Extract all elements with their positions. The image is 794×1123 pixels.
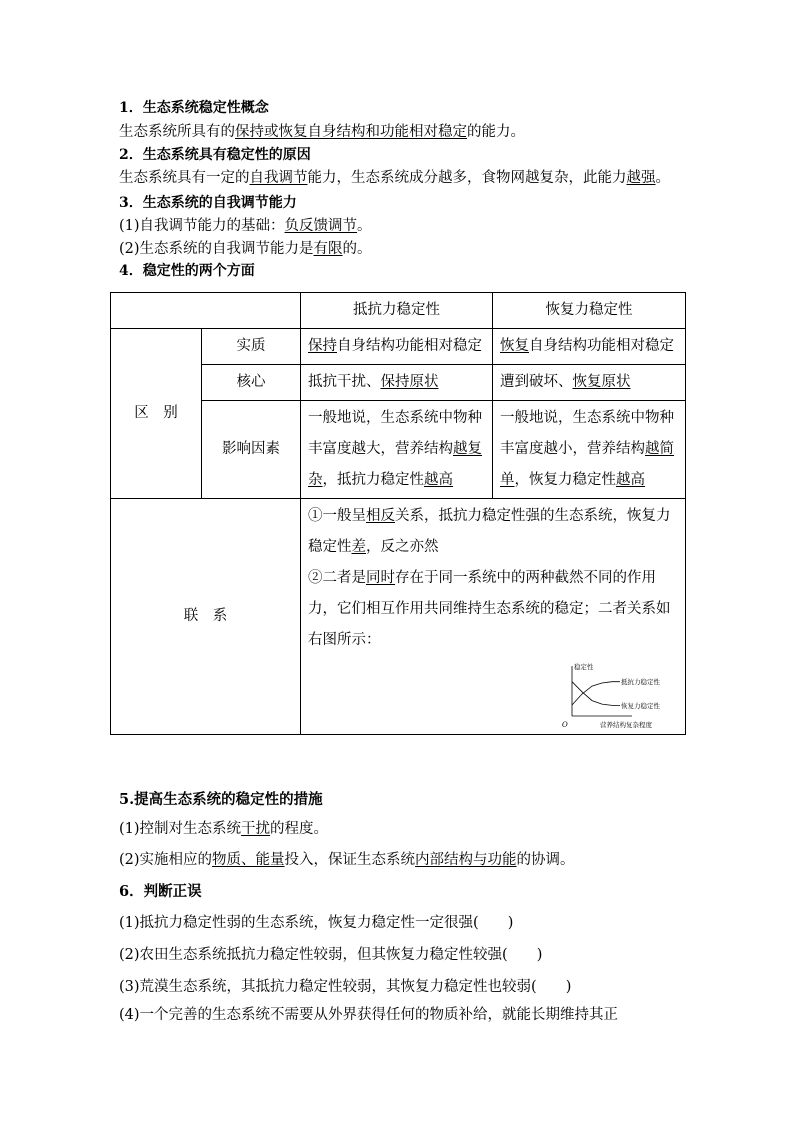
underlined-answer: 越高 bbox=[616, 472, 645, 488]
section-2-text bbox=[119, 167, 684, 189]
section-5-item-2 bbox=[119, 848, 575, 869]
underlined-answer: 同时 bbox=[366, 570, 395, 586]
text-run: 生态系统具有一定的 bbox=[119, 170, 250, 186]
section-4-heading: 4．稳定性的两个方面 bbox=[119, 263, 255, 279]
underlined-answer: 恢复原状 bbox=[572, 374, 631, 390]
text-run: ，恢复力稳定性 bbox=[514, 472, 616, 488]
section-3-item-2 bbox=[119, 237, 684, 258]
text-run: (1)自我调节能力的基础： bbox=[119, 218, 285, 234]
cell-essence-resilience bbox=[493, 329, 686, 365]
diff-label: 区 别 bbox=[111, 329, 202, 499]
text-run: 。 bbox=[655, 170, 670, 186]
text-run: ，抵抗力稳定性 bbox=[322, 472, 424, 488]
series-line-1 bbox=[572, 682, 620, 705]
text-run: 存在于同一系统中的两种截然不同的作用力，它们相互作用共同维持生态系统的稳定；二者关系如右图所示： bbox=[308, 570, 671, 648]
table-row bbox=[111, 329, 686, 365]
origin-label: O bbox=[562, 721, 568, 729]
row-label-factors: 影响因素 bbox=[202, 401, 301, 499]
x-axis-label: 营养结构复杂程度 bbox=[600, 721, 652, 729]
underlined-answer: 越复杂 bbox=[308, 441, 482, 488]
row-label-core: 核心 bbox=[202, 365, 301, 401]
underlined-answer: 自我调节 bbox=[249, 170, 308, 186]
section-1-text bbox=[119, 120, 684, 141]
underlined-answer: 物质、能量 bbox=[212, 852, 285, 868]
text-run: 关系，抵抗力稳定性强的生态系统，恢复力稳定性 bbox=[308, 508, 671, 555]
text-run: ②二者是 bbox=[308, 570, 366, 586]
question-3: (3)荒漠生态系统，其抵抗力稳定性较弱，其恢复力稳定性也较弱( ) bbox=[119, 979, 572, 995]
stability-table bbox=[110, 292, 686, 735]
question-1: (1)抵抗力稳定性弱的生态系统，恢复力稳定性一定很强( ) bbox=[119, 915, 514, 931]
cell-core-resistance bbox=[301, 365, 493, 401]
cell-core-resilience bbox=[493, 365, 686, 401]
question-2: (2)农田生态系统抵抗力稳定性较弱，但其恢复力稳定性较强( ) bbox=[119, 947, 543, 963]
text-run: 抵抗干扰、 bbox=[308, 374, 381, 390]
y-axis-label: 稳定性 bbox=[574, 663, 594, 671]
underlined-answer: 差 bbox=[351, 539, 366, 555]
underlined-answer: 越强 bbox=[626, 170, 656, 186]
table-row bbox=[111, 499, 686, 735]
question-4: (4)一个完善的生态系统不需要从外界获得任何的物质补给，就能长期维持其正 bbox=[119, 1007, 619, 1023]
text-run: 生态系统所具有的 bbox=[119, 124, 235, 140]
underlined-answer: 保持 bbox=[308, 338, 337, 354]
section-3-heading: 3．生态系统的自我调节能力 bbox=[119, 195, 297, 211]
underlined-answer: 负反馈调节 bbox=[284, 218, 358, 234]
series-label-2: 恢复力稳定性 bbox=[621, 701, 660, 710]
section-6-heading: 6．判断正误 bbox=[119, 883, 202, 900]
text-run: 能力，生态系统成分越多，食物网越复杂，此能力 bbox=[307, 170, 627, 186]
underlined-answer: 有限 bbox=[313, 241, 343, 257]
text-run: 一般地说，生态系统中物种丰富度越大，营养结构 bbox=[308, 410, 482, 457]
relationship-1 bbox=[308, 501, 678, 563]
text-run: (2)生态系统的自我调节能力是 bbox=[119, 241, 314, 257]
text-run: 投入，保证生态系统 bbox=[284, 852, 416, 868]
text-run: 的。 bbox=[342, 241, 372, 257]
cell-factors-resistance bbox=[301, 401, 493, 499]
underlined-answer: 保持原状 bbox=[380, 374, 439, 390]
section-3-item-1 bbox=[119, 214, 684, 235]
row-label-essence: 实质 bbox=[202, 329, 301, 365]
link-label: 联 系 bbox=[111, 499, 301, 735]
section-1 bbox=[119, 97, 684, 280]
underlined-answer: 相反 bbox=[366, 508, 395, 524]
underlined-answer: 越简单 bbox=[500, 441, 674, 488]
text-run: 的程度。 bbox=[270, 821, 329, 837]
text-run: ，反之亦然 bbox=[366, 539, 439, 555]
text-run: 一般地说，生态系统中物种丰富度越小，营养结构 bbox=[500, 410, 674, 457]
cell-factors-resilience bbox=[493, 401, 686, 499]
header-resistance: 抵抗力稳定性 bbox=[301, 293, 493, 329]
underlined-answer: 越高 bbox=[424, 472, 453, 488]
section-5-item-1 bbox=[119, 817, 328, 838]
text-run: 。 bbox=[357, 218, 372, 234]
cell-relationship bbox=[301, 499, 686, 735]
section-5-heading: 5.提高生态系统的稳定性的措施 bbox=[119, 791, 323, 808]
stability-chart bbox=[558, 660, 683, 730]
text-run: 的能力。 bbox=[467, 124, 525, 140]
section-2-heading: 2．生态系统具有稳定性的原因 bbox=[119, 147, 311, 163]
underlined-answer: 保持或恢复自身结构和功能相对稳定 bbox=[235, 124, 467, 140]
text-run: (1)控制对生态系统 bbox=[119, 821, 242, 837]
text-run: 的协调。 bbox=[516, 852, 575, 868]
text-run: (2)实施相应的 bbox=[119, 852, 213, 868]
underlined-answer: 内部结构与功能 bbox=[415, 852, 517, 868]
series-label-1: 抵抗力稳定性 bbox=[621, 678, 660, 687]
table-header-row bbox=[111, 293, 686, 329]
underlined-answer: 干扰 bbox=[241, 821, 271, 837]
cell-essence-resistance bbox=[301, 329, 493, 365]
text-run: 自身结构功能相对稳定 bbox=[337, 338, 482, 354]
text-run: 自身结构功能相对稳定 bbox=[529, 338, 674, 354]
relationship-2 bbox=[308, 563, 678, 656]
text-run: 遭到破坏、 bbox=[500, 374, 573, 390]
underlined-answer: 恢复 bbox=[500, 338, 529, 354]
text-run: ①一般呈 bbox=[308, 508, 366, 524]
header-resilience: 恢复力稳定性 bbox=[493, 293, 686, 329]
empty-header-cell bbox=[111, 293, 301, 329]
section-1-heading: 1．生态系统稳定性概念 bbox=[119, 100, 269, 116]
